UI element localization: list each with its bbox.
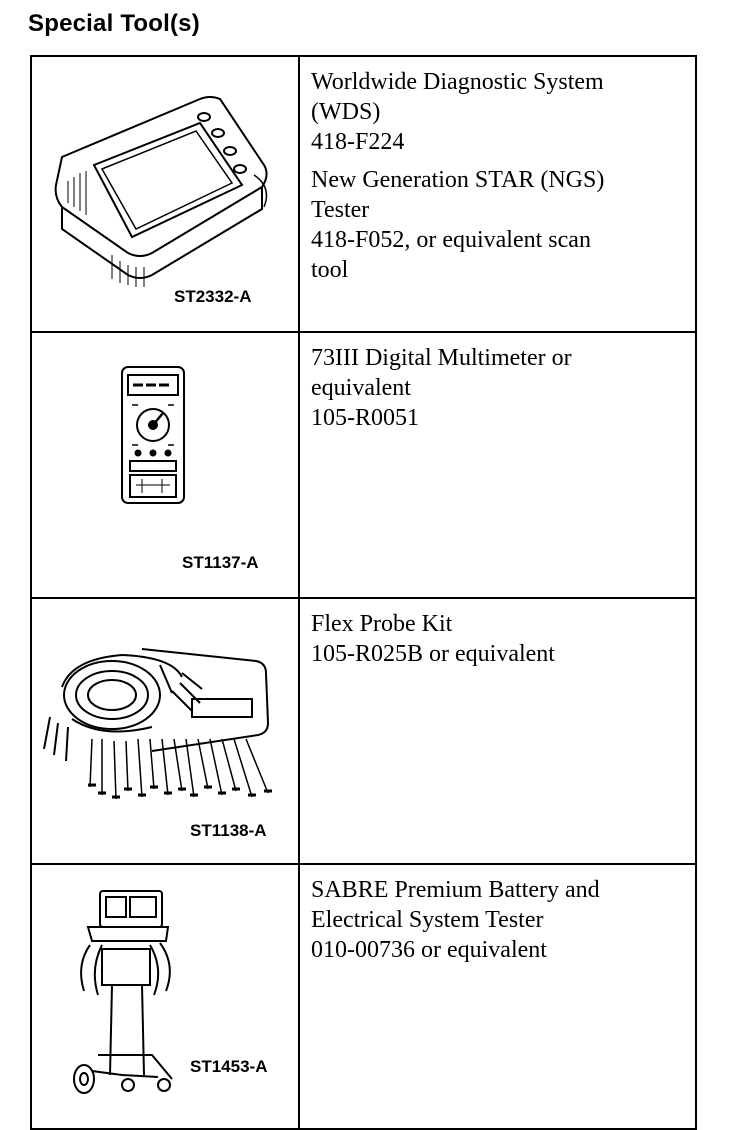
tool-image-cell — [31, 598, 299, 864]
table-row — [31, 332, 696, 598]
battery-tester-cart-icon — [32, 865, 298, 1118]
text-line: 418-F052, or equivalent scan — [311, 227, 591, 253]
tool-code: ST2332-A — [174, 287, 252, 306]
page-title: Special Tool(s) — [28, 10, 200, 37]
text-line: New Generation STAR (NGS) — [311, 167, 605, 193]
tool-paragraph — [311, 875, 685, 965]
tool-description-cell — [299, 598, 696, 864]
text-line: 105-R025B or equivalent — [311, 641, 555, 667]
text-line: Worldwide Diagnostic System — [311, 69, 604, 95]
tool-image-cell — [31, 56, 299, 332]
probe-kit-icon — [32, 599, 298, 853]
text-line: 105-R0051 — [311, 405, 419, 431]
text-line: Tester — [311, 197, 370, 223]
tool-image-cell — [31, 332, 299, 598]
tool-paragraph — [311, 165, 685, 285]
text-line: Electrical System Tester — [311, 907, 544, 933]
text-line: 73III Digital Multimeter or — [311, 345, 572, 371]
tool-paragraph — [311, 343, 685, 433]
text-line: 418-F224 — [311, 129, 405, 155]
table-row — [31, 598, 696, 864]
tool-description-cell — [299, 864, 696, 1129]
text-line: Flex Probe Kit — [311, 611, 453, 637]
tool-code: ST1137-A — [182, 553, 259, 572]
text-line: (WDS) — [311, 99, 381, 125]
diagnostic-tablet-icon — [32, 57, 298, 321]
tool-description-cell — [299, 56, 696, 332]
tool-code: ST1453-A — [190, 1057, 268, 1076]
tool-description-cell — [299, 332, 696, 598]
tool-code: ST1138-A — [190, 821, 267, 840]
special-tools-table — [30, 55, 697, 1130]
table-row — [31, 864, 696, 1129]
text-line: equivalent — [311, 375, 411, 401]
text-line: SABRE Premium Battery and — [311, 877, 600, 903]
tool-paragraph — [311, 609, 685, 669]
text-line: tool — [311, 257, 349, 283]
multimeter-icon — [32, 333, 298, 587]
tool-image-cell — [31, 864, 299, 1129]
text-line: 010-00736 or equivalent — [311, 937, 547, 963]
table-row — [31, 56, 696, 332]
tool-paragraph — [311, 67, 685, 157]
